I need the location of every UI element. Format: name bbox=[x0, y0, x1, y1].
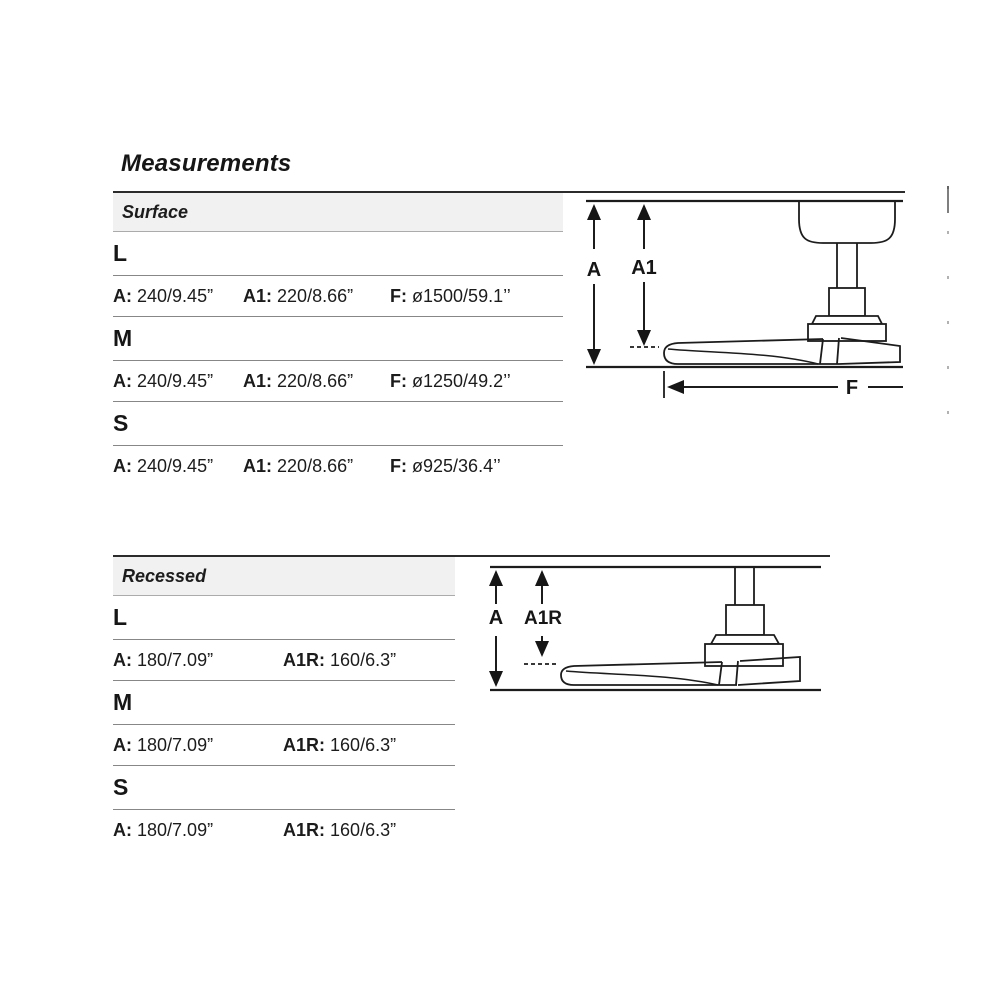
surface-table-header: Surface bbox=[113, 193, 563, 232]
page-edge-dotted-line bbox=[947, 186, 949, 418]
recessed-mount-diagram bbox=[481, 557, 828, 697]
fan-mount-neck bbox=[726, 605, 764, 635]
spec-a1r: A1R: 160/6.3” bbox=[283, 734, 397, 755]
dim-label-a1: A1 bbox=[631, 257, 657, 279]
arrowhead-left-icon bbox=[667, 380, 684, 394]
blade-contour-line bbox=[566, 671, 718, 685]
dim-label-a: A bbox=[488, 607, 504, 629]
spec-f: F: ø1250/49.2’’ bbox=[390, 370, 511, 391]
spec-a1: A1: 220/8.66” bbox=[243, 455, 354, 476]
blade-hub-line bbox=[820, 339, 823, 364]
size-label: L bbox=[113, 604, 128, 630]
spec-a1: A1: 220/8.66” bbox=[243, 285, 354, 306]
size-label: M bbox=[113, 689, 133, 715]
spec-a: A: 180/7.09” bbox=[113, 819, 214, 840]
size-label: M bbox=[113, 325, 133, 351]
spec-a: A: 180/7.09” bbox=[113, 734, 214, 755]
arrowhead-up-icon bbox=[489, 570, 503, 586]
spec-a: A: 240/9.45” bbox=[113, 285, 214, 306]
surface-measurements-table bbox=[113, 193, 563, 486]
recessed-size-s-specs bbox=[113, 810, 455, 850]
fan-downrod bbox=[735, 567, 754, 605]
spec-a: A: 240/9.45” bbox=[113, 370, 214, 391]
arrowhead-down-icon bbox=[587, 349, 601, 365]
dim-label-a: A bbox=[586, 259, 602, 281]
dimension-f bbox=[664, 371, 903, 398]
dim-label-a1r: A1R bbox=[523, 608, 563, 629]
arrowhead-up-icon bbox=[637, 204, 651, 220]
recessed-size-l-row bbox=[113, 596, 455, 640]
recessed-size-m-row bbox=[113, 681, 455, 725]
recessed-size-l-specs bbox=[113, 640, 455, 681]
arrowhead-down-icon bbox=[535, 641, 549, 657]
fan-flange bbox=[711, 635, 779, 644]
arrowhead-up-icon bbox=[535, 570, 549, 586]
size-label: L bbox=[113, 240, 128, 266]
spec-a: A: 180/7.09” bbox=[113, 649, 214, 670]
spec-a: A: 240/9.45” bbox=[113, 455, 214, 476]
spec-f: F: ø1500/59.1’’ bbox=[390, 285, 511, 306]
recessed-table-header: Recessed bbox=[113, 557, 455, 596]
page-edge-mark bbox=[947, 186, 949, 213]
recessed-measurements-table bbox=[113, 557, 455, 850]
surface-mount-diagram-art bbox=[583, 193, 905, 405]
page-title: Measurements bbox=[121, 150, 292, 177]
spec-a1r: A1R: 160/6.3” bbox=[283, 649, 397, 670]
surface-size-s-row bbox=[113, 402, 563, 446]
fan-mount-neck bbox=[829, 288, 865, 316]
spec-f: F: ø925/36.4’’ bbox=[390, 455, 501, 476]
blade-contour-line bbox=[668, 349, 818, 364]
fan-canopy bbox=[799, 201, 895, 243]
spec-a1: A1: 220/8.66” bbox=[243, 370, 354, 391]
surface-size-l-specs bbox=[113, 276, 563, 317]
spec-a1r: A1R: 160/6.3” bbox=[283, 819, 397, 840]
surface-size-m-specs bbox=[113, 361, 563, 402]
dim-label-f: F bbox=[845, 377, 859, 399]
surface-size-m-row bbox=[113, 317, 563, 361]
arrowhead-down-icon bbox=[489, 671, 503, 687]
arrowhead-down-icon bbox=[637, 330, 651, 346]
arrowhead-up-icon bbox=[587, 204, 601, 220]
recessed-size-s-row bbox=[113, 766, 455, 810]
size-label: S bbox=[113, 410, 129, 436]
fan-downrod bbox=[837, 243, 857, 288]
fan-blades bbox=[664, 338, 900, 364]
surface-size-l-row bbox=[113, 232, 563, 276]
size-label: S bbox=[113, 774, 129, 800]
fan-flange bbox=[812, 316, 882, 324]
surface-size-s-specs bbox=[113, 446, 563, 486]
recessed-size-m-specs bbox=[113, 725, 455, 766]
